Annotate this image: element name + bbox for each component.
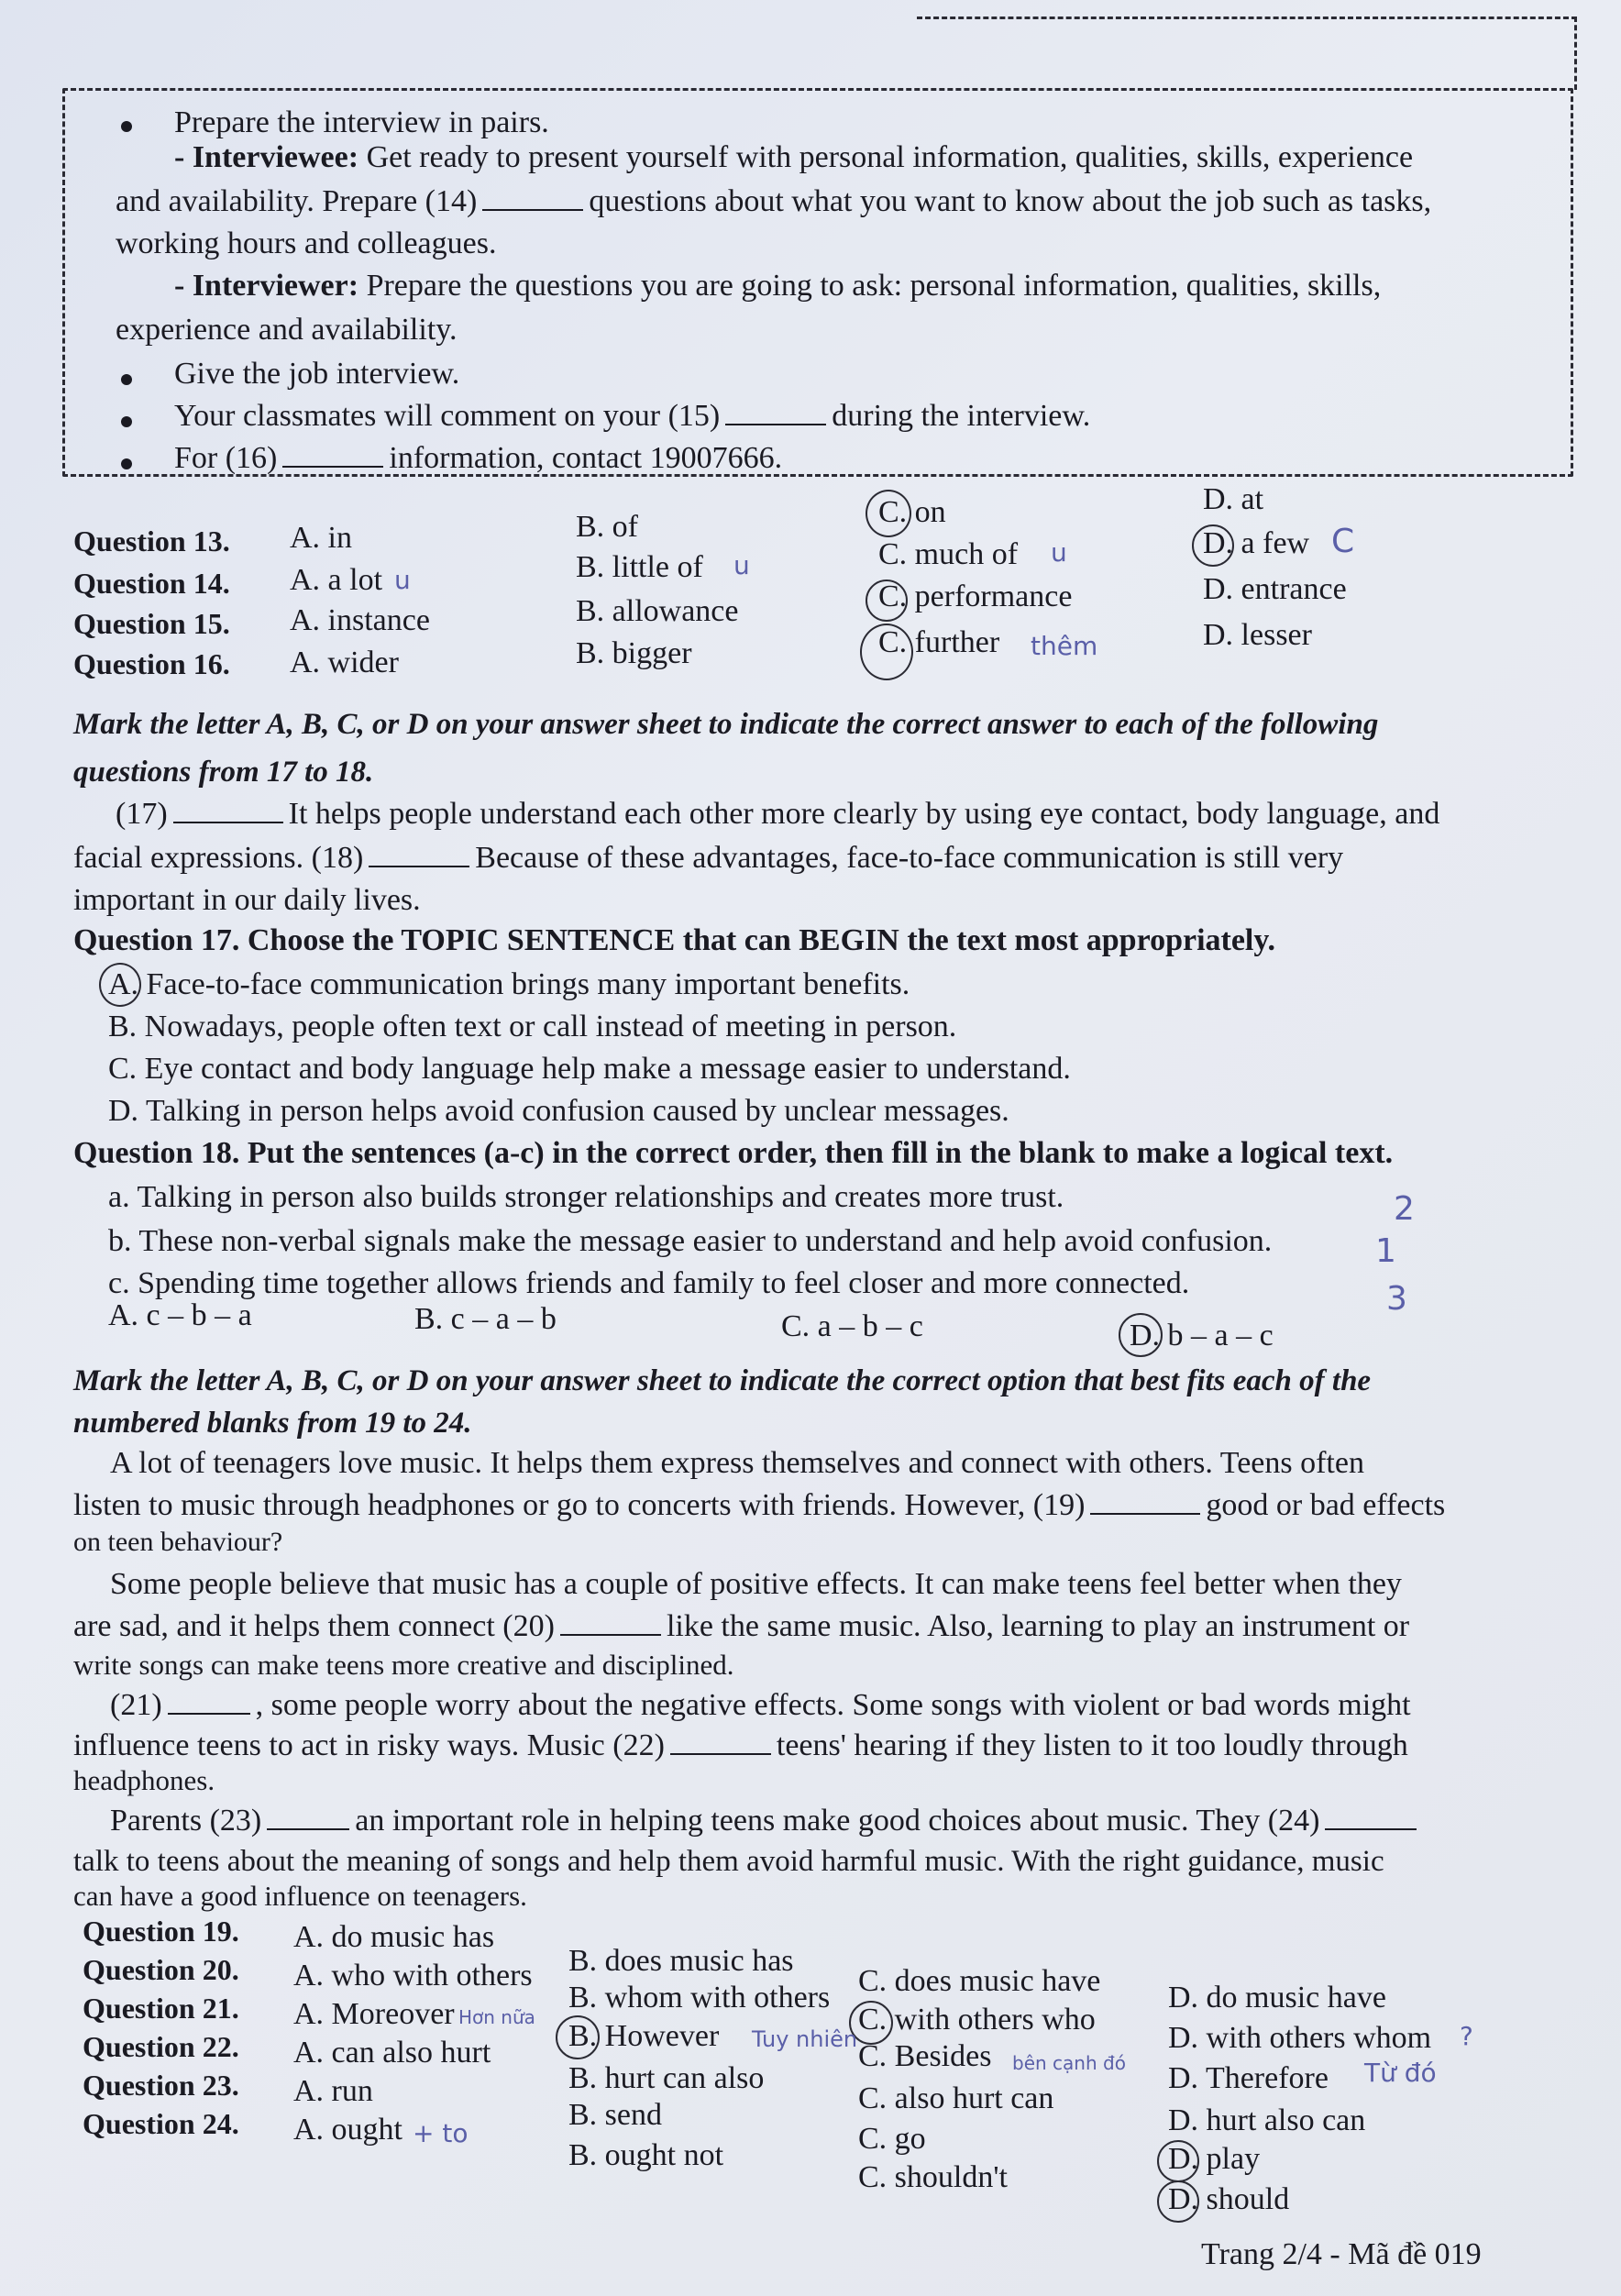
passage-line: headphones.: [73, 1764, 215, 1796]
q18-option-b[interactable]: B. c – a – b: [414, 1302, 557, 1336]
handwritten-note: + to: [413, 2118, 469, 2148]
question-label: Question 16.: [73, 647, 230, 680]
bullet: [121, 121, 132, 132]
option-c[interactable]: C. does music have: [858, 1964, 1101, 1998]
text: questions about what you want to know about the job such as tasks,: [589, 184, 1432, 218]
handwritten-note: Từ đó: [1364, 2058, 1437, 2088]
option-d[interactable]: D. lesser: [1203, 618, 1312, 652]
task-bullet-1: Prepare the interview in pairs.: [174, 105, 549, 139]
text: like the same music. Also, learning to play an instrument or: [666, 1609, 1410, 1643]
option-b[interactable]: B. bigger: [576, 636, 692, 670]
passage-line: on teen behaviour?: [73, 1527, 283, 1557]
bullet: [121, 416, 132, 427]
blank-18: [369, 866, 469, 867]
option-d[interactable]: D. hurt also can: [1168, 2103, 1366, 2137]
task-bullet-2: Give the job interview.: [174, 357, 460, 391]
option-b[interactable]: B. allowance: [576, 594, 739, 628]
option-d[interactable]: D. with others whom: [1168, 2021, 1432, 2055]
dashed-border-extension: [917, 17, 1577, 90]
answer-circle: [866, 580, 908, 622]
option-a[interactable]: A. wider: [290, 646, 399, 679]
q18-sentence-a: a. Talking in person also builds stronger relationships and creates more trust.: [108, 1180, 1064, 1214]
q18-sentence-c: c. Spending time together allows friends and family to feel closer and more connected.: [108, 1266, 1190, 1300]
q17-option-d[interactable]: D. Talking in person helps avoid confusion caused by unclear messages.: [108, 1094, 1009, 1128]
option-d[interactable]: D. play: [1168, 2142, 1261, 2176]
handwritten-note: C: [1331, 523, 1355, 560]
text: Parents (23): [110, 1804, 262, 1838]
option-a[interactable]: A. run: [293, 2074, 373, 2108]
option-c[interactable]: C. further: [878, 625, 1000, 659]
passage-line: A lot of teenagers love music. It helps them express themselves and connect with others. Teens often: [110, 1446, 1364, 1480]
option-a[interactable]: A. can also hurt: [293, 2036, 491, 2070]
option-c[interactable]: C. much of: [878, 537, 1019, 571]
blank-20: [560, 1634, 661, 1636]
handwritten-note: Tuy nhiên: [752, 2026, 858, 2052]
instruction-19-24-cont: numbered blanks from 19 to 24.: [73, 1407, 472, 1440]
option-c[interactable]: C. with others who: [858, 2003, 1096, 2037]
option-a[interactable]: A. Moreover: [293, 1997, 455, 2031]
passage-line: Some people believe that music has a couple of positive effects. It can make teens feel better when they: [110, 1567, 1402, 1601]
option-b[interactable]: B. does music has: [568, 1944, 794, 1978]
text: Because of these advantages, face-to-face communication is still very: [475, 841, 1344, 875]
text: It helps people understand each other more clearly by using eye contact, body language, and: [288, 797, 1440, 831]
option-b[interactable]: B. send: [568, 2098, 662, 2132]
answer-circle: [1192, 524, 1234, 567]
handwritten-note: u: [394, 565, 411, 595]
passage-line: [73, 1606, 1409, 1647]
option-b[interactable]: B. whom with others: [568, 1981, 831, 2015]
option-a[interactable]: A. instance: [290, 603, 430, 637]
handwritten-note: u: [1051, 537, 1067, 568]
handwritten-note: 3: [1386, 1280, 1407, 1318]
handwritten-note: thêm: [1031, 631, 1098, 661]
option-c[interactable]: C. Besides: [858, 2039, 992, 2073]
bullet: [121, 374, 132, 385]
handwritten-note: u: [733, 550, 750, 580]
passage-line: can have a good influence on teenagers.: [73, 1880, 527, 1912]
text: (17): [116, 797, 168, 831]
option-a[interactable]: A. who with others: [293, 1959, 533, 1992]
q18-option-d[interactable]: D. b – a – c: [1130, 1319, 1274, 1352]
q17-option-a[interactable]: A. Face-to-face communication brings many important benefits.: [108, 967, 910, 1001]
option-c[interactable]: C. shouldn't: [858, 2160, 1008, 2194]
text: listen to music through headphones or go to concerts with friends. However, (19): [73, 1488, 1086, 1522]
passage-18: [73, 838, 1343, 878]
handwritten-note: 1: [1375, 1232, 1396, 1270]
question-label: Question 24.: [83, 2107, 239, 2140]
option-b[interactable]: B. little of: [576, 550, 703, 584]
text: (21): [110, 1688, 162, 1722]
question-18-title: Question 18. Put the sentences (a-c) in the correct order, then fill in the blank to make a logical text.: [73, 1136, 1394, 1170]
interviewee-line-3: working hours and colleagues.: [116, 226, 497, 260]
option-d[interactable]: D. Therefore: [1168, 2061, 1329, 2095]
question-label: Question 23.: [83, 2069, 239, 2102]
q18-sentence-b: b. These non-verbal signals make the message easier to understand and help avoid confusion.: [108, 1224, 1273, 1258]
interviewer-line: [174, 266, 1381, 306]
answer-circle: [556, 2015, 600, 2059]
option-b[interactable]: B. However: [568, 2019, 720, 2053]
text: , some people worry about the negative effects. Some songs with violent or bad words might: [255, 1688, 1411, 1722]
q18-option-c[interactable]: C. a – b – c: [781, 1309, 923, 1343]
blank-19: [1090, 1513, 1200, 1515]
question-label: Question 19.: [83, 1915, 239, 1948]
option-c[interactable]: C. performance: [878, 580, 1073, 613]
blank-16: [282, 466, 383, 468]
text: teens' hearing if they listen to it too loudly through: [776, 1728, 1408, 1762]
question-label: Question 15.: [73, 607, 230, 640]
text: an important role in helping teens make good choices about music. They (24): [355, 1804, 1320, 1838]
handwritten-note: 2: [1394, 1190, 1415, 1228]
blank-23: [267, 1828, 349, 1830]
text: information, contact 19007666.: [389, 441, 783, 475]
option-b[interactable]: B. hurt can also: [568, 2061, 765, 2095]
handwritten-note: ?: [1460, 2021, 1473, 2051]
text: are sad, and it helps them connect (20): [73, 1609, 555, 1643]
option-a[interactable]: A. a lot: [290, 563, 383, 597]
passage-line: [110, 1801, 1422, 1841]
option-d[interactable]: D. do music have: [1168, 1981, 1386, 2015]
blank-14: [482, 209, 583, 211]
answer-circle: [99, 963, 141, 1007]
question-label: Question 21.: [83, 1992, 239, 2025]
option-b[interactable]: B. ought not: [568, 2138, 724, 2172]
q18-option-a[interactable]: A. c – b – a: [108, 1298, 252, 1332]
q17-option-b[interactable]: B. Nowadays, people often text or call instead of meeting in person.: [108, 1010, 957, 1043]
option-d[interactable]: D. at: [1203, 482, 1264, 516]
answer-circle: [866, 490, 911, 537]
interviewee-line: [174, 138, 1413, 178]
option-a[interactable]: A. ought: [293, 2113, 402, 2147]
instruction-19-24: Mark the letter A, B, C, or D on your answer sheet to indicate the correct option that best fits each of the: [73, 1364, 1372, 1397]
option-c[interactable]: C. on: [878, 495, 946, 529]
question-label: Question 14.: [73, 567, 230, 600]
blank-22: [670, 1753, 771, 1755]
blank-24: [1325, 1828, 1417, 1830]
answer-circle: [1157, 2140, 1199, 2182]
option-b[interactable]: B. of: [576, 510, 638, 544]
interviewee-label: - Interviewee:: [174, 140, 359, 174]
interviewee-text: Get ready to present yourself with personal information, qualities, skills, experience: [358, 140, 1414, 174]
text: facial expressions. (18): [73, 841, 364, 875]
text: Your classmates will comment on your (15): [174, 399, 721, 433]
passage-line: [110, 1685, 1411, 1726]
task-bullet-3: [174, 396, 1090, 436]
option-a[interactable]: A. in: [290, 521, 352, 555]
blank-17: [173, 822, 283, 823]
passage-line: [73, 1726, 1408, 1766]
option-a[interactable]: A. do music has: [293, 1920, 495, 1954]
answer-circle: [1119, 1313, 1163, 1357]
blank-21: [168, 1713, 250, 1715]
option-c[interactable]: C. go: [858, 2122, 926, 2156]
text: For (16): [174, 441, 278, 475]
q17-option-c[interactable]: C. Eye contact and body language help make a message easier to understand.: [108, 1052, 1071, 1086]
passage-end: important in our daily lives.: [73, 883, 421, 917]
question-label: Question 20.: [83, 1953, 239, 1986]
instruction-17-18: Mark the letter A, B, C, or D on your answer sheet to indicate the correct answer to each of the following: [73, 708, 1379, 741]
text: influence teens to act in risky ways. Music (22): [73, 1728, 665, 1762]
bullet: [121, 458, 132, 469]
blank-15: [725, 424, 826, 425]
option-d[interactable]: D. a few: [1203, 526, 1310, 560]
interviewer-label: - Interviewer:: [174, 269, 359, 303]
task-bullet-4: [174, 438, 782, 479]
interviewee-line-2: [116, 182, 1431, 222]
question-17-title: Question 17. Choose the TOPIC SENTENCE that can BEGIN the text most appropriately.: [73, 923, 1275, 957]
option-d[interactable]: D. entrance: [1203, 572, 1347, 606]
answer-circle: [1157, 2180, 1199, 2223]
handwritten-note: bên cạnh đó: [1012, 2052, 1126, 2074]
page-footer: Trang 2/4 - Mã đề 019: [1201, 2237, 1482, 2271]
interviewer-text: Prepare the questions you are going to ask: personal information, qualities, skills,: [358, 269, 1382, 303]
answer-circle: [860, 624, 913, 680]
option-c[interactable]: C. also hurt can: [858, 2081, 1054, 2115]
passage-line: talk to teens about the meaning of songs and help them avoid harmful music. With the right guidance, music: [73, 1845, 1384, 1878]
interviewer-line-2: experience and availability.: [116, 313, 458, 347]
passage-line: [73, 1485, 1445, 1526]
question-label: Question 13.: [73, 524, 230, 557]
text: and availability. Prepare (14): [116, 184, 478, 218]
passage-17: [116, 794, 1439, 834]
handwritten-note: Hơn nữa: [458, 2006, 535, 2028]
option-d[interactable]: D. should: [1168, 2182, 1290, 2216]
text: good or bad effects: [1206, 1488, 1446, 1522]
passage-line: write songs can make teens more creative and disciplined.: [73, 1649, 734, 1681]
text: during the interview.: [832, 399, 1091, 433]
instruction-17-18-cont: questions from 17 to 18.: [73, 756, 374, 789]
question-label: Question 22.: [83, 2030, 239, 2063]
